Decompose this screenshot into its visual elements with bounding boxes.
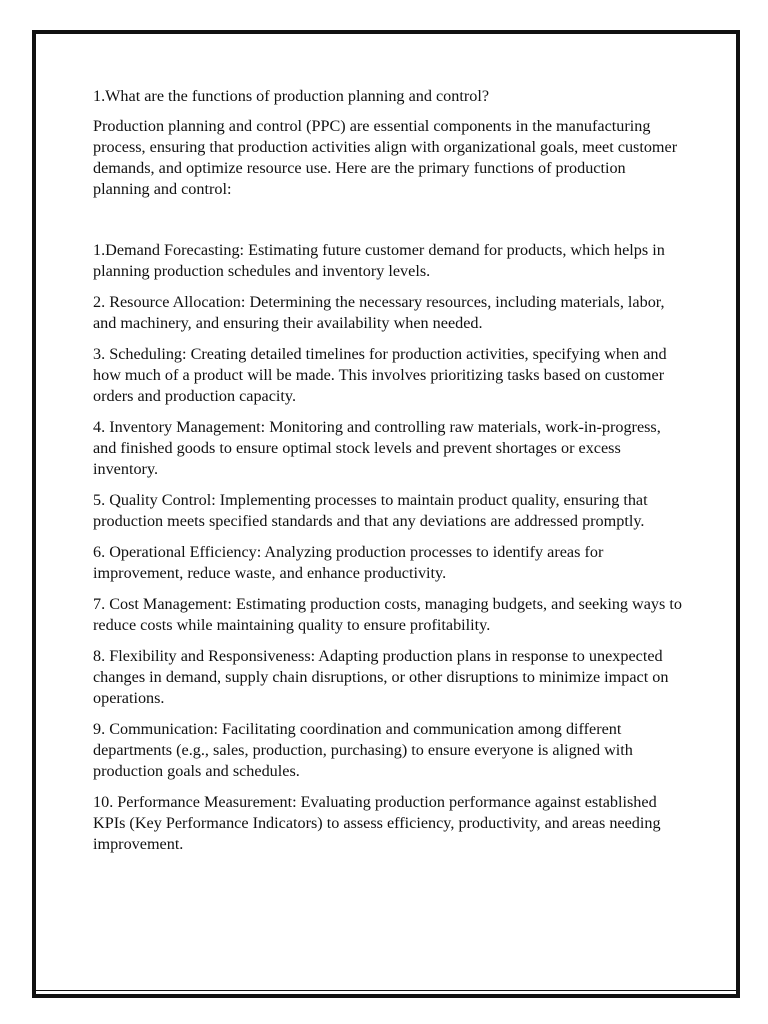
functions-list: [93, 240, 683, 855]
function-item-cost-management: 7. Cost Management: Estimating production costs, managing budgets, and seeking ways to reduce costs while maintaining quality to ensure profitability.: [93, 595, 682, 634]
function-item-communication: 9. Communication: Facilitating coordination and communication among different departments (e.g., sales, production, purchasing) to ensure everyone is aligned with production goals and schedules.: [93, 720, 633, 780]
function-item-inventory-management: 4. Inventory Management: Monitoring and controlling raw materials, work-in-progress, and finished goods to ensure optimal stock levels and prevent shortages or excess inventory.: [93, 418, 661, 478]
page-border-bottom-rule: [36, 990, 736, 991]
question-heading: 1.What are the functions of production planning and control?: [93, 87, 490, 105]
function-item-scheduling: 3. Scheduling: Creating detailed timelines for production activities, specifying when and how much of a product will be made. This involves prioritizing tasks based on customer orders and production capacity.: [93, 345, 667, 405]
function-item-performance-measurement: 10. Performance Measurement: Evaluating production performance against established KPIs (Key Performance Indicators) to assess efficiency, productivity, and areas needing improvement.: [93, 793, 661, 853]
intro-paragraph: Production planning and control (PPC) are essential components in the manufacturing process, ensuring that production activities align with organizational goals, meet customer demands, and optimize resource use. Here are the primary functions of production planning and control:: [93, 117, 678, 198]
function-item-flexibility-responsiveness: 8. Flexibility and Responsiveness: Adapting production plans in response to unexpected changes in demand, supply chain disruptions, or other disruptions to minimize impact on operations.: [93, 647, 669, 707]
function-item-resource-allocation: 2. Resource Allocation: Determining the necessary resources, including materials, labor, and machinery, and ensuring their availability when needed.: [93, 293, 665, 332]
document-body: [93, 86, 683, 865]
function-item-demand-forecasting: 1.Demand Forecasting: Estimating future customer demand for products, which helps in planning production schedules and inventory levels.: [93, 241, 665, 280]
function-item-quality-control: 5. Quality Control: Implementing processes to maintain product quality, ensuring that production meets specified standards and that any deviations are addressed promptly.: [93, 491, 648, 530]
function-item-operational-efficiency: 6. Operational Efficiency: Analyzing production processes to identify areas for improvement, reduce waste, and enhance productivity.: [93, 543, 604, 582]
